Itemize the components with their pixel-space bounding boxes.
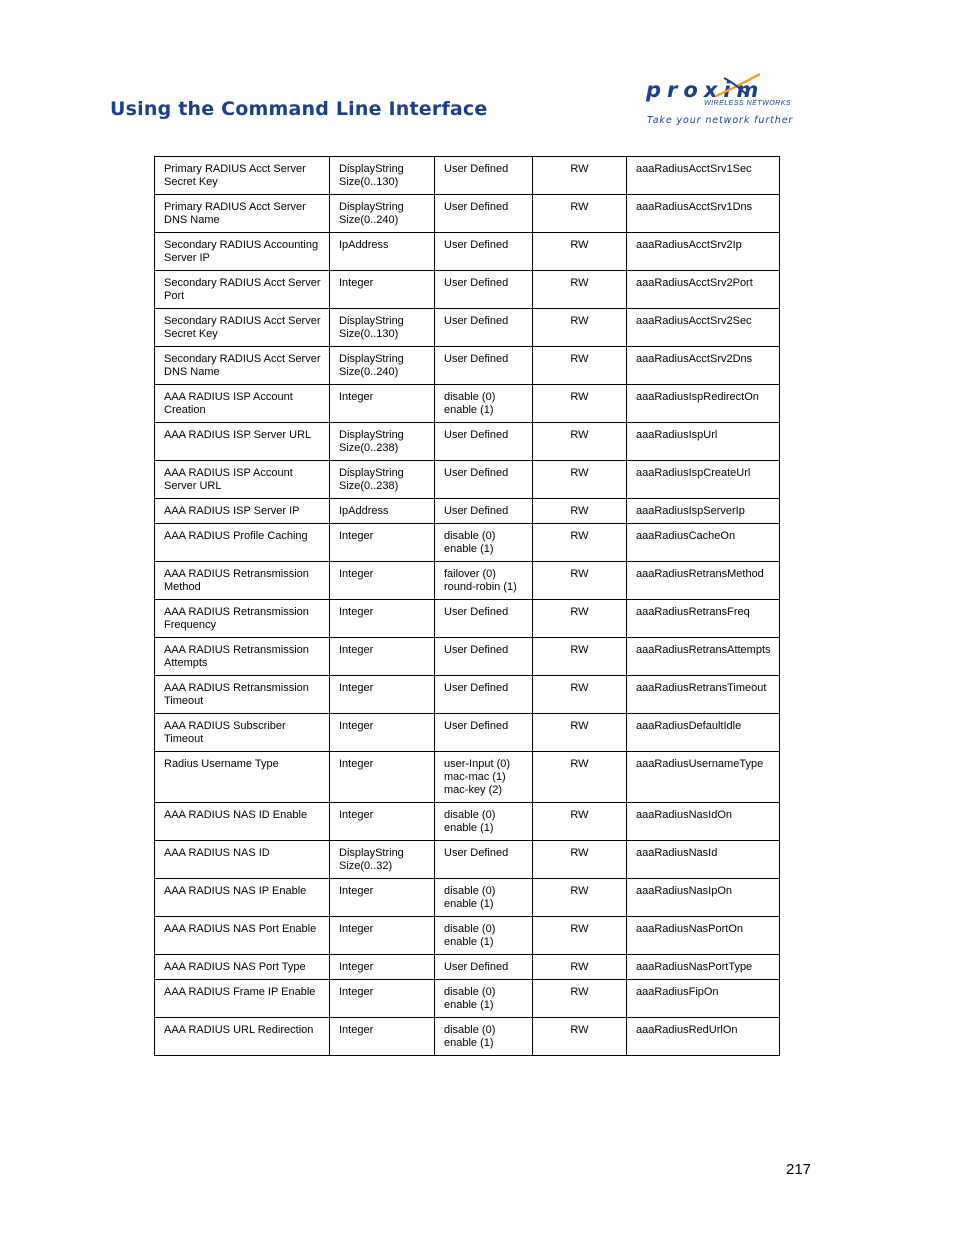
table-cell-values: User Defined [435,423,533,461]
table-row [155,917,780,955]
table-cell-mib-object: aaaRadiusAcctSrv2Dns [627,347,780,385]
table-cell-access: RW [533,271,627,309]
table-cell-type: Integer [330,714,435,752]
table-row [155,638,780,676]
table-cell-access: RW [533,524,627,562]
table-cell-type: IpAddress [330,233,435,271]
table-cell-mib-object: aaaRadiusUsernameType [627,752,780,803]
table-row [155,347,780,385]
table-cell-access: RW [533,309,627,347]
table-cell-access: RW [533,385,627,423]
table-row [155,803,780,841]
table-cell-mib-object: aaaRadiusNasIpOn [627,879,780,917]
table-cell-values: User Defined [435,714,533,752]
table-cell-access: RW [533,955,627,980]
table-cell-access: RW [533,841,627,879]
table-cell-parameter: AAA RADIUS URL Redirection [155,1018,330,1056]
table-cell-mib-object: aaaRadiusAcctSrv1Dns [627,195,780,233]
table-cell-mib-object: aaaRadiusIspServerIp [627,499,780,524]
table-body [155,157,780,1056]
proxim-logo [646,72,806,132]
table-row [155,461,780,499]
table-cell-type: DisplayString Size(0..238) [330,423,435,461]
table-cell-type: DisplayString Size(0..240) [330,195,435,233]
table-cell-parameter: AAA RADIUS Profile Caching [155,524,330,562]
logo-wordmark: proxim [646,78,765,102]
table-row [155,423,780,461]
table-cell-values: User Defined [435,955,533,980]
table-row [155,600,780,638]
table-cell-access: RW [533,499,627,524]
table-cell-mib-object: aaaRadiusRetransMethod [627,562,780,600]
table-cell-access: RW [533,562,627,600]
table-cell-access: RW [533,461,627,499]
table-cell-values: User Defined [435,195,533,233]
table-cell-parameter: AAA RADIUS NAS Port Enable [155,917,330,955]
table-cell-type: DisplayString Size(0..238) [330,461,435,499]
table-cell-type: Integer [330,638,435,676]
table-cell-type: DisplayString Size(0..130) [330,157,435,195]
table-cell-parameter: Primary RADIUS Acct Server Secret Key [155,157,330,195]
table-cell-parameter: AAA RADIUS Retransmission Frequency [155,600,330,638]
table-cell-parameter: Secondary RADIUS Acct Server Port [155,271,330,309]
table-cell-values: User Defined [435,638,533,676]
table-cell-parameter: AAA RADIUS Retransmission Attempts [155,638,330,676]
table-row [155,233,780,271]
table-row [155,1018,780,1056]
table-cell-mib-object: aaaRadiusRetransTimeout [627,676,780,714]
table-cell-parameter: Secondary RADIUS Acct Server Secret Key [155,309,330,347]
table-cell-access: RW [533,752,627,803]
table-cell-values: User Defined [435,600,533,638]
table-cell-parameter: AAA RADIUS Frame IP Enable [155,980,330,1018]
table-cell-values: User Defined [435,309,533,347]
table-cell-values: User Defined [435,676,533,714]
table-cell-mib-object: aaaRadiusDefaultIdle [627,714,780,752]
table-cell-access: RW [533,195,627,233]
table-row [155,271,780,309]
table-cell-values: disable (0) enable (1) [435,1018,533,1056]
table-cell-values: User Defined [435,461,533,499]
table-cell-parameter: AAA RADIUS NAS ID Enable [155,803,330,841]
logo-tagline: Take your network further [647,115,794,126]
table-cell-type: Integer [330,600,435,638]
table-cell-parameter: AAA RADIUS ISP Account Server URL [155,461,330,499]
table-cell-mib-object: aaaRadiusAcctSrv1Sec [627,157,780,195]
table-cell-access: RW [533,676,627,714]
table-cell-values: user-Input (0) mac-mac (1) mac-key (2) [435,752,533,803]
table-cell-parameter: AAA RADIUS Retransmission Method [155,562,330,600]
table-row [155,499,780,524]
table-row [155,309,780,347]
table-cell-mib-object: aaaRadiusNasPortType [627,955,780,980]
table-row [155,752,780,803]
table-cell-values: disable (0) enable (1) [435,385,533,423]
table-row [155,879,780,917]
table-row [155,524,780,562]
table-cell-parameter: Primary RADIUS Acct Server DNS Name [155,195,330,233]
table-cell-access: RW [533,803,627,841]
table-cell-mib-object: aaaRadiusRetransFreq [627,600,780,638]
table-cell-type: Integer [330,752,435,803]
table-cell-parameter: AAA RADIUS NAS Port Type [155,955,330,980]
mib-parameter-table [154,156,780,1056]
table-cell-values: User Defined [435,271,533,309]
table-cell-values: failover (0) round-robin (1) [435,562,533,600]
table-cell-parameter: AAA RADIUS ISP Server URL [155,423,330,461]
table-row [155,562,780,600]
table-cell-values: User Defined [435,841,533,879]
table-cell-mib-object: aaaRadiusAcctSrv2Ip [627,233,780,271]
page-number: 217 [786,1161,812,1178]
table-cell-mib-object: aaaRadiusNasIdOn [627,803,780,841]
table-cell-type: Integer [330,803,435,841]
table-row [155,841,780,879]
table-cell-mib-object: aaaRadiusCacheOn [627,524,780,562]
table-cell-mib-object: aaaRadiusNasPortOn [627,917,780,955]
table-cell-type: DisplayString Size(0..240) [330,347,435,385]
table-cell-access: RW [533,600,627,638]
table-cell-values: disable (0) enable (1) [435,803,533,841]
logo-swoosh-icon [714,72,764,100]
table-cell-type: IpAddress [330,499,435,524]
table-cell-values: User Defined [435,347,533,385]
table-cell-parameter: AAA RADIUS NAS ID [155,841,330,879]
table-cell-type: Integer [330,1018,435,1056]
logo-subtitle: WIRELESS NETWORKS [704,100,792,107]
table-row [155,676,780,714]
table-row [155,714,780,752]
table-cell-type: Integer [330,879,435,917]
table-cell-parameter: AAA RADIUS Retransmission Timeout [155,676,330,714]
table-cell-parameter: AAA RADIUS Subscriber Timeout [155,714,330,752]
table-cell-values: User Defined [435,157,533,195]
table-cell-type: DisplayString Size(0..32) [330,841,435,879]
table-cell-access: RW [533,233,627,271]
table-cell-values: disable (0) enable (1) [435,879,533,917]
table-cell-type: Integer [330,271,435,309]
table-cell-type: DisplayString Size(0..130) [330,309,435,347]
table-cell-type: Integer [330,385,435,423]
table-cell-type: Integer [330,955,435,980]
table-cell-mib-object: aaaRadiusAcctSrv2Sec [627,309,780,347]
table-cell-parameter: Secondary RADIUS Accounting Server IP [155,233,330,271]
table-cell-type: Integer [330,524,435,562]
table-cell-access: RW [533,423,627,461]
table-cell-type: Integer [330,980,435,1018]
table-cell-access: RW [533,347,627,385]
table-cell-mib-object: aaaRadiusRetransAttempts [627,638,780,676]
table-cell-mib-object: aaaRadiusAcctSrv2Port [627,271,780,309]
table-cell-access: RW [533,980,627,1018]
table-cell-mib-object: aaaRadiusIspUrl [627,423,780,461]
table-cell-values: User Defined [435,499,533,524]
table-cell-mib-object: aaaRadiusRedUrlOn [627,1018,780,1056]
table-cell-values: disable (0) enable (1) [435,917,533,955]
table-cell-type: Integer [330,676,435,714]
table-cell-parameter: AAA RADIUS ISP Account Creation [155,385,330,423]
table-row [155,385,780,423]
table-cell-type: Integer [330,562,435,600]
table-cell-access: RW [533,714,627,752]
table-cell-access: RW [533,917,627,955]
page-title: Using the Command Line Interface [110,98,488,120]
table-cell-access: RW [533,879,627,917]
table-row [155,980,780,1018]
table-cell-access: RW [533,638,627,676]
table-cell-parameter: AAA RADIUS ISP Server IP [155,499,330,524]
table-cell-mib-object: aaaRadiusIspRedirectOn [627,385,780,423]
table-cell-access: RW [533,157,627,195]
table-cell-type: Integer [330,917,435,955]
table-row [155,195,780,233]
table-cell-values: disable (0) enable (1) [435,980,533,1018]
table-row [155,157,780,195]
table-cell-mib-object: aaaRadiusNasId [627,841,780,879]
table-cell-parameter: Secondary RADIUS Acct Server DNS Name [155,347,330,385]
table-cell-values: disable (0) enable (1) [435,524,533,562]
table-cell-values: User Defined [435,233,533,271]
table-cell-parameter: Radius Username Type [155,752,330,803]
table-cell-parameter: AAA RADIUS NAS IP Enable [155,879,330,917]
table-cell-mib-object: aaaRadiusFipOn [627,980,780,1018]
table-cell-access: RW [533,1018,627,1056]
table-cell-mib-object: aaaRadiusIspCreateUrl [627,461,780,499]
table-row [155,955,780,980]
